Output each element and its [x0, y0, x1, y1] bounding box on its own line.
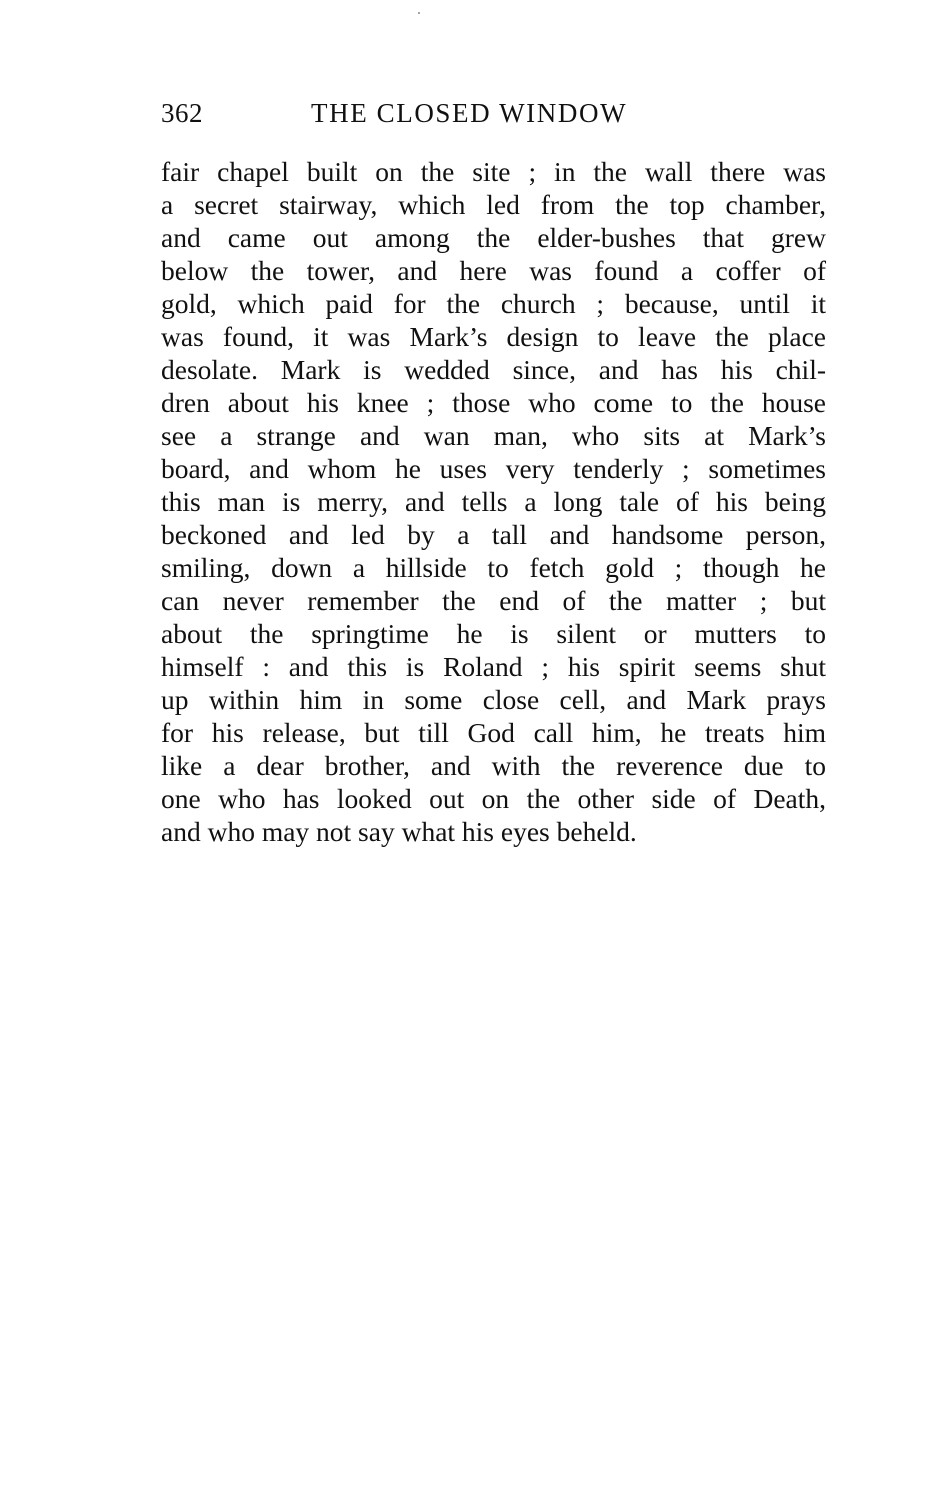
text-line: fair chapel built on the site ; in the wall there was [161, 156, 826, 187]
body-text [161, 155, 826, 848]
text-line: beckoned and led by a tall and handsome person, [161, 519, 826, 550]
text-line: can never remember the end of the matter ; but [161, 585, 826, 616]
text-line: one who has looked out on the other side of Death, [161, 783, 826, 814]
text-line: was found, it was Mark’s design to leave the place [161, 321, 826, 352]
text-line: gold, which paid for the church ; because, until it [161, 288, 826, 319]
text-line: a secret stairway, which led from the top chamber, [161, 189, 826, 220]
text-line: board, and whom he uses very tenderly ; sometimes [161, 453, 826, 484]
text-line: and came out among the elder-bushes that grew [161, 222, 826, 253]
text-line: see a strange and wan man, who sits at Mark’s [161, 420, 826, 451]
text-line: up within him in some close cell, and Mark prays [161, 684, 826, 715]
text-line: like a dear brother, and with the reverence due to [161, 750, 826, 781]
running-head [161, 98, 826, 138]
running-title: THE CLOSED WINDOW [311, 98, 628, 128]
text-line: about the springtime he is silent or mutters to [161, 618, 826, 649]
scan-speck [418, 12, 420, 14]
text-line: below the tower, and here was found a coffer of [161, 255, 826, 286]
text-line: desolate. Mark is wedded since, and has his chil- [161, 354, 826, 385]
text-line: himself : and this is Roland ; his spirit seems shut [161, 651, 826, 682]
text-line: dren about his knee ; those who come to the house [161, 387, 826, 418]
text-line: this man is merry, and tells a long tale of his being [161, 486, 826, 517]
text-line: for his release, but till God call him, he treats him [161, 717, 826, 748]
text-line: smiling, down a hillside to fetch gold ; though he [161, 552, 826, 583]
page-number: 362 [161, 98, 203, 128]
text-line-last: and who may not say what his eyes beheld. [161, 816, 637, 847]
